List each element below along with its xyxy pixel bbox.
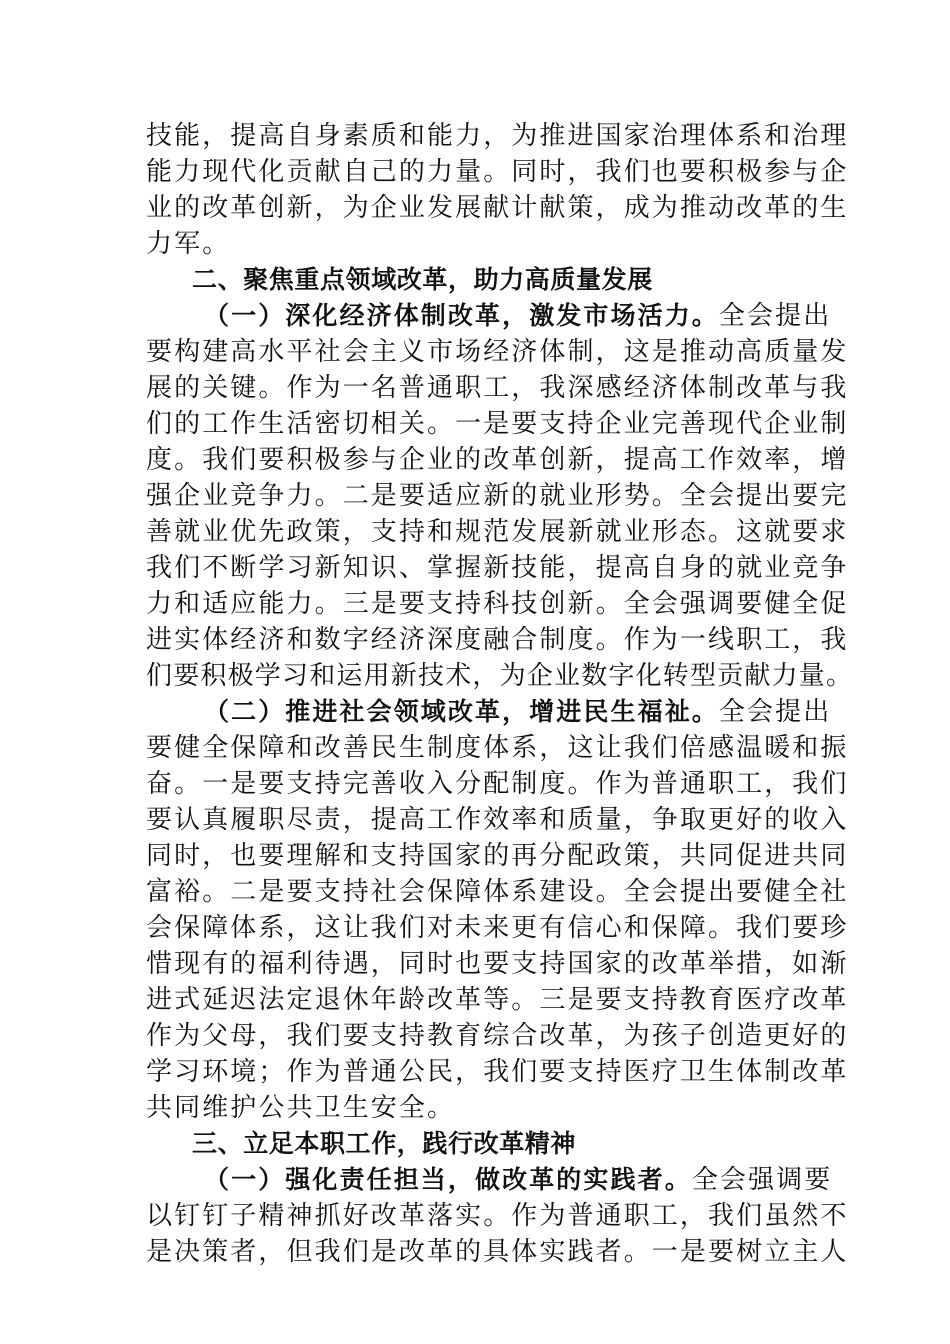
paragraph-line: 要构建高水平社会主义市场经济体制，这是推动高质量发 xyxy=(146,337,849,367)
paragraph-line: 同时，也要理解和支持国家的再分配政策，共同促进共同 xyxy=(146,841,849,871)
paragraph-line: 共同维护公共卫生安全。 xyxy=(146,1093,456,1123)
paragraph-line: 以钉钉子精神抓好改革落实。作为普通职工，我们虽然不 xyxy=(146,1201,849,1231)
paragraph-line: 惜现有的福利待遇，同时也要支持国家的改革举措，如渐 xyxy=(146,949,849,979)
paragraph-line: 度。我们要积极参与企业的改革创新，提高工作效率，增 xyxy=(146,445,849,475)
paragraph-line: 进实体经济和数字经济深度融合制度。作为一线职工，我 xyxy=(146,625,849,655)
subsection-title: （一）深化经济体制改革，激发市场活力。 xyxy=(204,301,719,330)
paragraph-line: 强企业竞争力。二是要适应新的就业形势。全会提出要完 xyxy=(146,481,849,511)
subsection-line xyxy=(204,1162,833,1198)
paragraph-line: 作为父母，我们要支持教育综合改革，为孩子创造更好的 xyxy=(146,1021,849,1051)
paragraph-text: 全会提出 xyxy=(718,697,832,727)
paragraph-text: 全会强调要 xyxy=(691,1165,833,1195)
paragraph-line: 进式延迟法定退休年龄改革等。三是要支持教育医疗改革 xyxy=(146,985,849,1015)
paragraph-line: 奋。一是要支持完善收入分配制度。作为普通职工，我们 xyxy=(146,769,849,799)
paragraph-line: 技能，提高自身素质和能力，为推进国家治理体系和治理 xyxy=(146,121,849,151)
section-heading: 三、立足本职工作，践行改革精神 xyxy=(192,1129,577,1158)
paragraph-line: 是决策者，但我们是改革的具体实践者。一是要树立主人 xyxy=(146,1237,849,1267)
paragraph-line: 力和适应能力。三是要支持科技创新。全会强调要健全促 xyxy=(146,589,849,619)
paragraph-line: 们要积极学习和运用新技术，为企业数字化转型贡献力量。 xyxy=(146,661,854,691)
paragraph-line: 力军。 xyxy=(146,229,231,259)
subsection-line xyxy=(204,298,832,334)
paragraph-line: 善就业优先政策，支持和规范发展新就业形态。这就要求 xyxy=(146,517,849,547)
section-heading: 二、聚焦重点领域改革，助力高质量发展 xyxy=(192,265,653,294)
paragraph-line: 要健全保障和改善民生制度体系，这让我们倍感温暖和振 xyxy=(146,733,849,763)
paragraph-line: 会保障体系，这让我们对未来更有信心和保障。我们要珍 xyxy=(146,913,849,943)
paragraph-line: 我们不断学习新知识、掌握新技能，提高自身的就业竞争 xyxy=(146,553,849,583)
paragraph-line: 展的关键。作为一名普通职工，我深感经济体制改革与我 xyxy=(146,373,849,403)
subsection-title: （二）推进社会领域改革，增进民生福祉。 xyxy=(204,697,719,726)
paragraph-line: 学习环境；作为普通公民，我们要支持医疗卫生体制改革 xyxy=(146,1057,849,1087)
subsection-line xyxy=(204,694,832,730)
paragraph-line: 富裕。二是要支持社会保障体系建设。全会提出要健全社 xyxy=(146,877,849,907)
paragraph-text: 全会提出 xyxy=(718,301,832,331)
paragraph-line: 要认真履职尽责，提高工作效率和质量，争取更好的收入 xyxy=(146,805,849,835)
paragraph-line: 业的改革创新，为企业发展献计献策，成为推动改革的生 xyxy=(146,193,849,223)
paragraph-line: 们的工作生活密切相关。一是要支持企业完善现代企业制 xyxy=(146,409,849,439)
subsection-title: （一）强化责任担当，做改革的实践者。 xyxy=(204,1165,692,1194)
paragraph-line: 能力现代化贡献自己的力量。同时，我们也要积极参与企 xyxy=(146,157,849,187)
